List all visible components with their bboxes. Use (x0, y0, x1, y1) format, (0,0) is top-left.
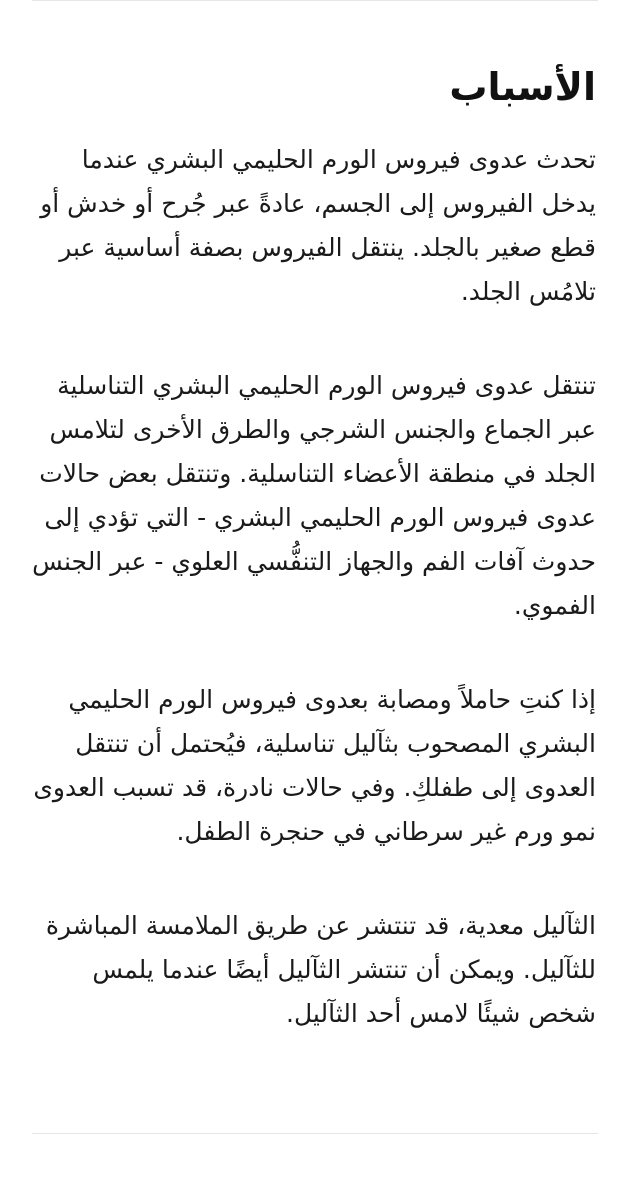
top-divider (32, 0, 598, 1)
paragraph-4: الثآليل معدية، قد تنتشر عن طريق الملامسة المباشرة للثآليل. ويمكن أن تنتشر الثآليل أيضًا عندما يلمس شخص شيئًا لامس أحد الثآليل. (45, 911, 596, 1028)
paragraph-3: إذا كنتِ حاملاً ومصابة بعدوى فيروس الورم الحليمي البشري المصحوب بثآليل تناسلية، فيُحتمل أن تنتقل العدوى إلى طفلكِ. وفي حالات نادرة، قد تسبب العدوى نمو ورم غير سرطاني في حنجرة الطفل. (33, 685, 596, 846)
section-heading: الأسباب (449, 65, 596, 109)
bottom-divider (32, 1133, 598, 1134)
article-section (32, 56, 596, 1036)
paragraph-2: تنتقل عدوى فيروس الورم الحليمي البشري التناسلية عبر الجماع والجنس الشرجي والطرق الأخرى لتلامس الجلد في منطقة الأعضاء التناسلية. وتنتقل بعض حالات عدوى فيروس الورم الحليمي البشري - التي تؤدي إلى حدوث آفات الفم والجهاز التنفُّسي العلوي - عبر الجنس الفموي. (32, 371, 596, 620)
paragraph-1: تحدث عدوى فيروس الورم الحليمي البشري عندما يدخل الفيروس إلى الجسم، عادةً عبر جُرح أو خدش أو قطع صغير بالجلد. ينتقل الفيروس بصفة أساسية عبر تلامُس الجلد. (40, 145, 596, 306)
scroll-fade (0, 1184, 626, 1200)
